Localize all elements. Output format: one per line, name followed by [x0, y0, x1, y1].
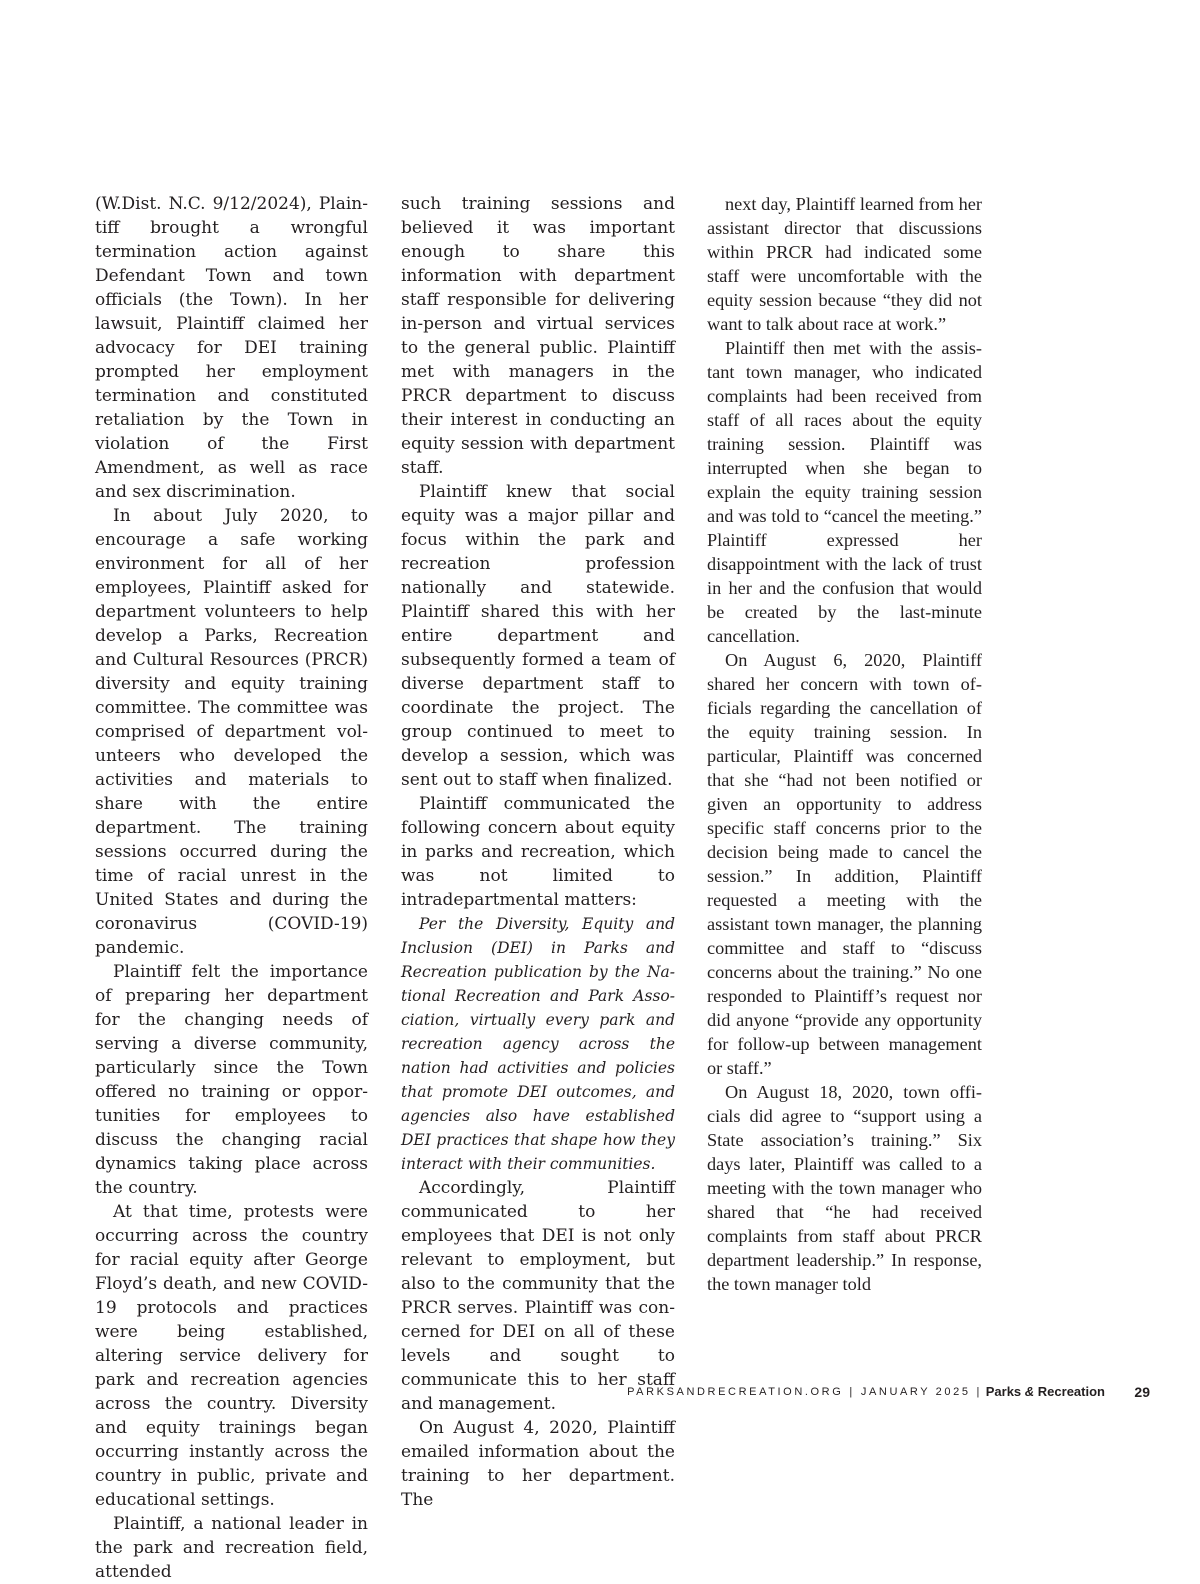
paragraph: In about July 2020, to encourage a safe working environment for all of her employees, Plaintiff asked for department volunteers to help develop a Parks, Recreation and Cultural Resources (PRCR) diversity and equity training committee. The committee was comprised of department volunteers who developed the activities and materials to share with the entire department. The training sessions occurred during the time of racial unrest in the United States and during the coronavirus (COVID-19) pandemic. — [95, 506, 368, 958]
magazine-name-ampersand: & — [1024, 1384, 1035, 1399]
page-footer — [0, 1384, 1200, 1404]
article-column-3 — [707, 192, 982, 1296]
paragraph: On August 18, 2020, town officials did agree to “support using a State association’s training.” Six days later, Plaintiff was called to a meeting with the town manager who shared that “he had received complaints from staff about PRCR department leadership.” In response, the town manager told — [707, 1082, 982, 1294]
paragraph: On August 4, 2020, Plaintiff emailed information about the training to her department. The — [401, 1418, 675, 1510]
paragraph: Plaintiff then met with the assistant town manager, who indicated complaints had been received from staff of all races about the equity training session. Plaintiff was interrupted when she began to explain the equity training session and was told to “cancel the meeting.” Plaintiff expressed her disappointment with the lack of trust in her and the confusion that would be created by the last-minute cancellation. — [707, 338, 982, 646]
paragraph: (W.Dist. N.C. 9/12/2024), Plaintiff brought a wrongful termination action against Defendant Town and town officials (the Town). In her lawsuit, Plaintiff claimed her advocacy for DEI training prompted her employment termination and constituted retaliation by the Town in violation of the First Amendment, as well as race and sex discrimination. — [95, 194, 368, 502]
paragraph: At that time, protests were occurring across the country for racial equity after George Floyd’s death, and new COVID-19 protocols and practices were being established, altering service delivery for park and recreation agencies across the country. Diversity and equity trainings began occurring instantly across the country in public, private and educational settings. — [95, 1202, 368, 1510]
paragraph: Accordingly, Plaintiff communicated to her employees that DEI is not only relevant to employment, but also to the community that the PRCR serves. Plaintiff was concerned for DEI on all of these levels and sought to communicate this to her staff and management. — [401, 1178, 675, 1414]
page-number: 29 — [1134, 1384, 1150, 1400]
paragraph: Plaintiff knew that social equity was a major pillar and focus within the park and recreation profession nationally and statewide. Plaintiff shared this with her entire department and subsequently formed a team of diverse department staff to coordinate the project. The group continued to meet to develop a session, which was sent out to staff when finalized. — [401, 482, 675, 790]
paragraph: Plaintiff communicated the following concern about equity in parks and recreation, which was not limited to intradepartmental matters: — [401, 794, 675, 910]
magazine-name-word: Parks — [985, 1384, 1022, 1399]
paragraph: next day, Plaintiff learned from her assistant director that discussions within PRCR had indicated some staff were uncomfortable with the equity session because “they did not want to talk about race at work.” — [707, 194, 982, 334]
block-quote: Per the Diversity, Equity and Inclusion (DEI) in Parks and Recreation publication by the National Recreation and Park Association, virtually every park and recreation agency across the nation had activities and policies that promote DEI outcomes, and agencies also have established DEI practices that shape how they interact with their communities. — [401, 915, 675, 1173]
paragraph: On August 6, 2020, Plaintiff shared her concern with town officials regarding the cancellation of the equity training session. In particular, Plaintiff was concerned that she “had not been notified or given an opportunity to address specific staff concerns prior to the decision being made to cancel the session.” In addition, Plaintiff requested a meeting with the assistant town manager, the planning committee and staff to “discuss concerns about the training.” No one responded to Plaintiff’s request nor did anyone “provide any opportunity for follow-up between management or staff.” — [707, 650, 982, 1078]
footer-site-issue — [627, 1386, 988, 1398]
footer-site: PARKSANDRECREATION.ORG — [627, 1386, 844, 1398]
paragraph: Plaintiff felt the importance of preparing her department for the changing needs of serving a diverse community, particularly since the Town offered no training or opportunities for employees to discuss the changing racial dynamics taking place across the country. — [95, 962, 368, 1198]
footer-issue: JANUARY 2025 — [860, 1386, 971, 1398]
paragraph: Plaintiff, a national leader in the park and recreation field, attended — [95, 1514, 368, 1582]
paragraph: such training sessions and believed it was important enough to share this information with department staff responsible for delivering in-person and virtual services to the general public. Plaintiff met with managers in the PRCR department to discuss their interest in conducting an equity session with department staff. — [401, 194, 675, 478]
magazine-name — [986, 1384, 1105, 1399]
article-column-1 — [95, 192, 368, 1584]
footer-separator: | — [976, 1386, 982, 1398]
footer-separator: | — [849, 1386, 855, 1398]
magazine-name-word: Recreation — [1037, 1384, 1105, 1399]
article-column-2 — [401, 192, 675, 1512]
